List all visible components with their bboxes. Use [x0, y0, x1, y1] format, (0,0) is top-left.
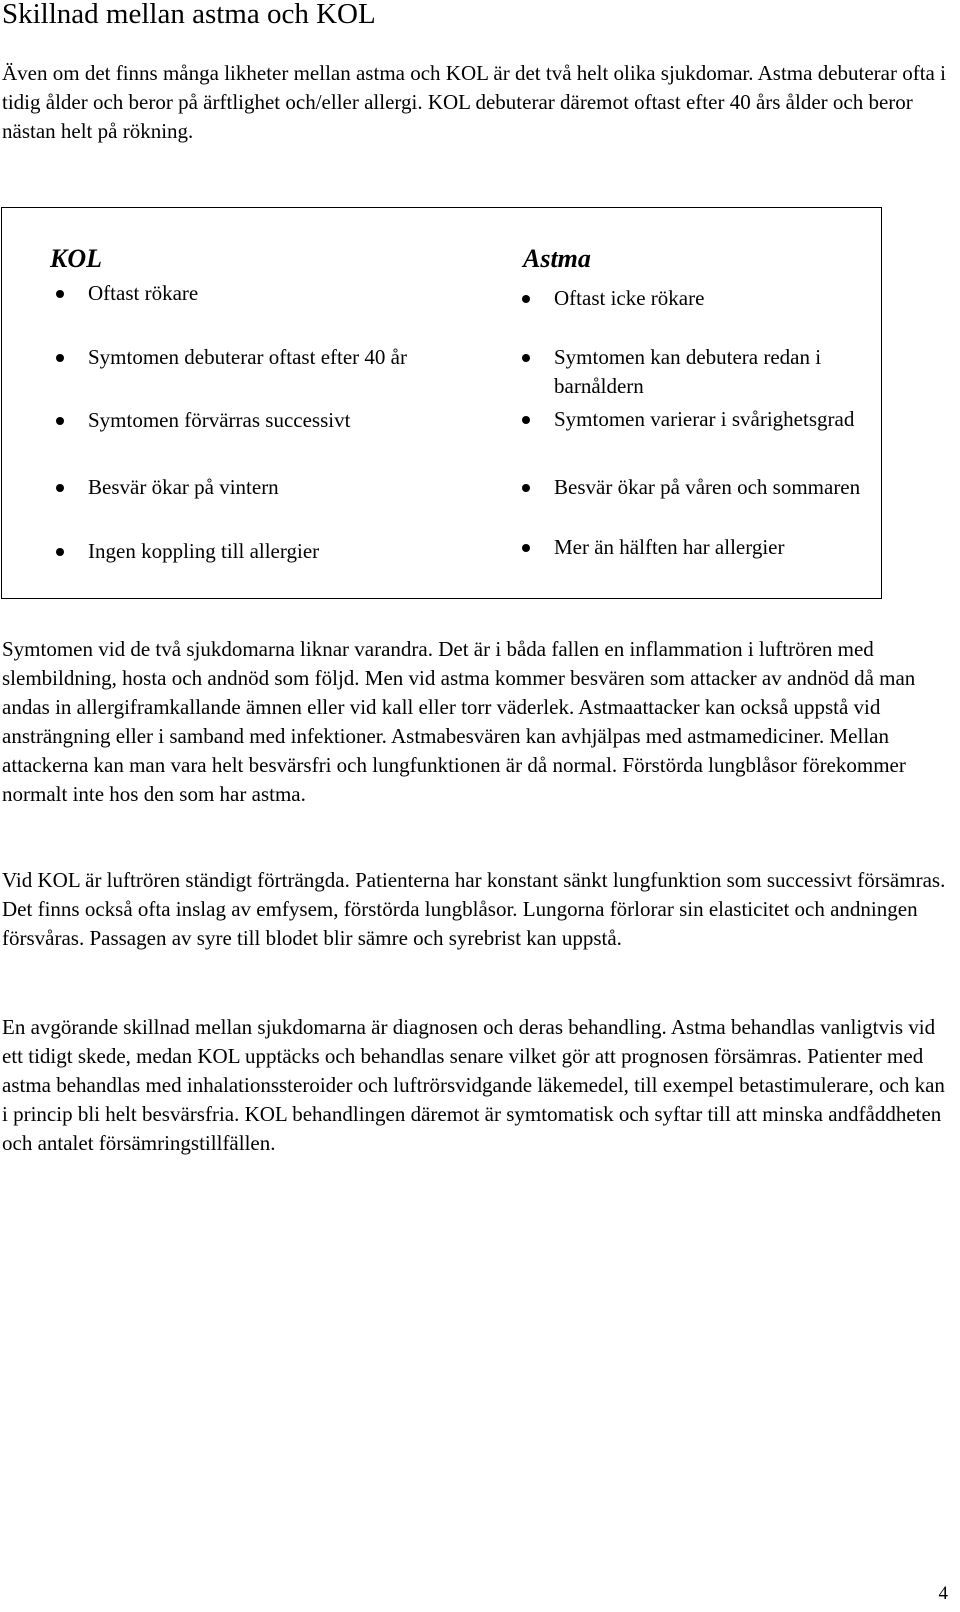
bullet-icon — [522, 354, 530, 362]
bullet-icon — [522, 544, 530, 552]
bullet-icon — [56, 548, 64, 556]
bullet-icon — [56, 484, 64, 492]
kol-item: Ingen koppling till allergier — [56, 537, 458, 566]
kol-item: Oftast rökare — [56, 279, 458, 308]
body-paragraph: Symtomen vid de två sjukdomarna liknar varandra. Det är i båda fallen en inflammation i luftrören med slembildning, hosta och andnöd som följd. Men vid astma kommer besvären som attacker av andnöd då man andas in allergiframkallande ämnen eller vid kall eller torr väderlek. Astmaattacker kan också uppstå vid ansträngning eller i samband med infektioner. Astmabesvären kan avhjälpas med astmamediciner. Mellan attackerna kan man vara helt besvärsfri och lungfunktionen är då normal. Förstörda lungblåsor förekommer normalt inte hos den som har astma. — [2, 637, 916, 806]
bullet-icon — [56, 417, 64, 425]
bullet-icon — [522, 484, 530, 492]
astma-item: Besvär ökar på våren och sommaren — [522, 473, 884, 502]
astma-item: Oftast icke rökare — [522, 284, 884, 313]
kol-item: Symtomen debuterar oftast efter 40 år — [56, 343, 458, 372]
kol-item: Besvär ökar på vintern — [56, 473, 458, 502]
bullet-icon — [56, 290, 64, 298]
astma-item: Symtomen kan debutera redan i barnåldern — [522, 343, 884, 401]
comparison-box — [1, 207, 882, 599]
kol-column-title: KOL — [50, 244, 102, 273]
bullet-icon — [56, 354, 64, 362]
astma-item: Mer än hälften har allergier — [522, 533, 884, 562]
astma-item: Symtomen varierar i svårighetsgrad — [522, 405, 884, 434]
page-title: Skillnad mellan astma och KOL — [2, 0, 376, 30]
kol-item: Symtomen förvärras successivt — [56, 406, 458, 435]
astma-column-title: Astma — [523, 244, 591, 273]
body-paragraph: En avgörande skillnad mellan sjukdomarna är diagnosen och deras behandling. Astma behandlas vanligtvis vid ett tidigt skede, medan KOL upptäcks och behandlas senare vilket gör att prognosen försämras. Patienter med astma behandlas med inhalationssteroider och luftrörsvidgande läkemedel, till exempel betastimulerare, och kan i princip bli helt besvärsfria. KOL behandlingen däremot är symtomatisk och syftar till att minska andfåddheten och antalet försämringstillfällen. — [2, 1015, 945, 1155]
bullet-icon — [522, 295, 530, 303]
body-paragraph: Vid KOL är luftrören ständigt förträngda. Patienterna har konstant sänkt lungfunktion som successivt försämras. Det finns också ofta inslag av emfysem, förstörda lungblåsor. Lungorna förlorar sin elasticitet och andningen försvåras. Passagen av syre till blodet blir sämre och syrebrist kan uppstå. — [2, 868, 946, 950]
intro-paragraph: Även om det finns många likheter mellan astma och KOL är det två helt olika sjukdomar. Astma debuterar ofta i tidig ålder och beror på ärftlighet och/eller allergi. KOL debuterar däremot oftast efter 40 års ålder och beror nästan helt på rökning. — [2, 61, 946, 143]
page-number: 4 — [938, 1583, 948, 1604]
bullet-icon — [522, 416, 530, 424]
